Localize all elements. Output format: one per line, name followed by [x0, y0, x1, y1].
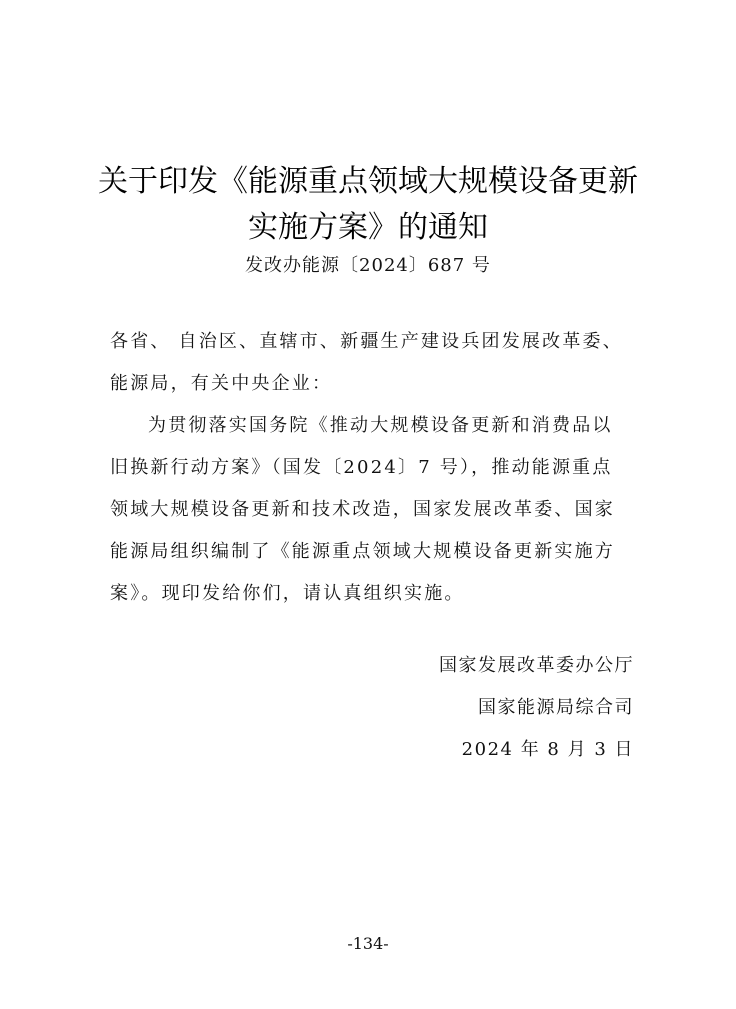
signature-org-2: 国家能源局综合司	[478, 697, 634, 718]
body-line-3: 领域大规模设备更新和技术改造，国家发展改革委、国家	[110, 499, 615, 520]
signature-date: 2024 年 8 月 3 日	[461, 739, 634, 760]
body-line-2: 旧换新行动方案》（国发〔2024〕7 号），推动能源重点	[110, 457, 613, 478]
salutation-line-2: 能源局，有关中央企业：	[110, 373, 333, 394]
page-number: -134-	[347, 934, 389, 953]
document-title-line-1: 关于印发《能源重点领域大规模设备更新	[98, 164, 638, 199]
body-line-5: 案》。现印发给你们，请认真组织实施。	[110, 583, 465, 604]
document-title-line-2: 实施方案》的通知	[248, 210, 488, 245]
signature-org-1: 国家发展改革委办公厅	[439, 655, 634, 676]
body-line-4: 能源局组织编制了《能源重点领域大规模设备更新实施方	[110, 541, 615, 562]
salutation-line-1: 各省、 自治区、直辖市、新疆生产建设兵团发展改革委、	[110, 331, 623, 352]
body-line-1: 为贯彻落实国务院《推动大规模设备更新和消费品以	[148, 415, 613, 436]
document-number: 发改办能源〔2024〕687 号	[245, 255, 491, 276]
